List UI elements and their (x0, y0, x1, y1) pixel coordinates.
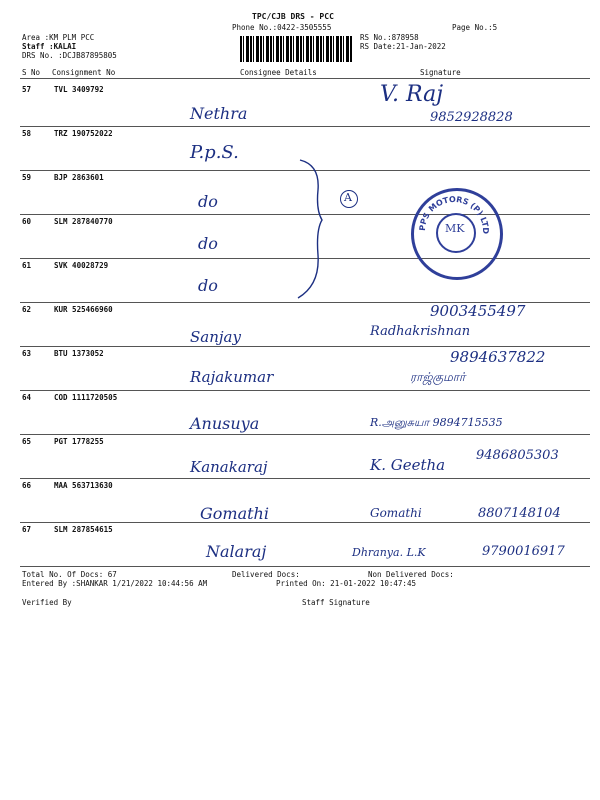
row-signature: Dhranya. L.K (352, 546, 426, 559)
row-sno: 58 (22, 129, 32, 138)
phone-number: Phone No.:0422-3505555 (232, 23, 332, 32)
staff-signature: Staff Signature (302, 598, 370, 607)
table-row (0, 522, 600, 570)
row-consignee-name: Nethra (190, 104, 248, 123)
column-header-consignee: Consignee Details (240, 68, 317, 77)
row-consignee-name: Sanjay (190, 328, 241, 346)
column-header-consignment: Consignment No (52, 68, 116, 77)
row-consignment: PGT 1778255 (54, 437, 104, 446)
stamp-lettering (411, 188, 497, 274)
row-divider (20, 566, 590, 567)
row-consignment: BTU 1373052 (54, 349, 104, 358)
row-phone: 9852928828 (430, 110, 513, 125)
row-signature: R.அனுசுயா 9894715535 (370, 416, 503, 429)
row-sno: 60 (22, 217, 32, 226)
row-phone: 9790016917 (482, 544, 565, 559)
row-consignment: TVL 3409792 (54, 85, 104, 94)
row-phone: 8807148104 (478, 506, 561, 521)
entered-by: Entered By :SHANKAR 1/21/2022 10:44:56 AM (22, 579, 208, 588)
column-header-signature: Signature (420, 68, 461, 77)
table-row (0, 434, 600, 482)
row-consignee-name: Gomathi (200, 504, 269, 523)
column-header-sno: S No (22, 68, 41, 77)
row-sno: 64 (22, 393, 32, 402)
svg-text:PPS MOTORS (P) LTD: PPS MOTORS (P) LTD (417, 194, 491, 235)
row-sno: 63 (22, 349, 32, 358)
non-delivered-docs: Non Delivered Docs: (368, 570, 454, 579)
delivered-docs: Delivered Docs: (232, 570, 300, 579)
row-sno: 61 (22, 261, 32, 270)
row-consignment: KUR 525466960 (54, 305, 113, 314)
row-sno: 65 (22, 437, 32, 446)
row-consignee-name: do (198, 234, 218, 253)
row-phone: 9486805303 (476, 448, 559, 463)
row-consignment: MAA 563713630 (54, 481, 113, 490)
table-row (0, 390, 600, 438)
row-sno: 62 (22, 305, 32, 314)
header-divider (20, 78, 590, 79)
rs-number: RS No.:878958 (360, 33, 419, 42)
row-sno: 67 (22, 525, 32, 534)
barcode (240, 36, 352, 62)
row-sno: 57 (22, 85, 32, 94)
row-sno: 66 (22, 481, 32, 490)
brace-annotation (290, 150, 360, 310)
verified-by: Verified By (22, 598, 72, 607)
rs-date: RS Date:21-Jan-2022 (360, 42, 446, 51)
page-number: Page No.:5 (452, 23, 498, 32)
row-signature: Radhakrishnan (370, 324, 471, 339)
row-consignment: COD 1111720505 (54, 393, 118, 402)
row-signature: ராஜ்குமார் (410, 370, 466, 384)
row-consignee-name: Kanakaraj (190, 458, 268, 476)
row-consignee-name: Anusuya (190, 414, 260, 433)
printed-on: Printed On: 21-01-2022 10:47:45 (276, 579, 416, 588)
row-consignee-name: Rajakumar (190, 368, 274, 386)
table-row (0, 478, 600, 526)
staff-label: Staff :KALAI (22, 42, 77, 51)
row-signature: K. Geetha (370, 456, 446, 474)
table-row (0, 346, 600, 394)
row-consignee-name: Nalaraj (206, 542, 267, 561)
row-consignment: SLM 287840770 (54, 217, 113, 226)
annotation-letter: A (344, 191, 352, 204)
row-consignment: SVK 40028729 (54, 261, 109, 270)
row-signature: V. Raj (380, 82, 444, 107)
row-phone: 9003455497 (430, 302, 526, 320)
stamp-initials: MK (445, 222, 465, 235)
area-label: Area :KM PLM PCC (22, 33, 95, 42)
row-consignee-name: do (198, 276, 218, 295)
row-consignment: TRZ 190752022 (54, 129, 113, 138)
row-phone: 9894637822 (450, 348, 546, 366)
row-consignee-name: do (198, 192, 218, 211)
drs-number: DRS No. :DCJB87895805 (22, 51, 117, 60)
row-consignee-name: P.p.S. (190, 142, 239, 163)
row-consignment: SLM 287854615 (54, 525, 113, 534)
table-row (0, 82, 600, 130)
row-consignment: BJP 2863601 (54, 173, 104, 182)
row-sno: 59 (22, 173, 32, 182)
total-docs: Total No. Of Docs: 67 (22, 570, 117, 579)
document-title: TPC/CJB DRS - PCC (252, 12, 334, 21)
row-signature: Gomathi (370, 506, 422, 520)
